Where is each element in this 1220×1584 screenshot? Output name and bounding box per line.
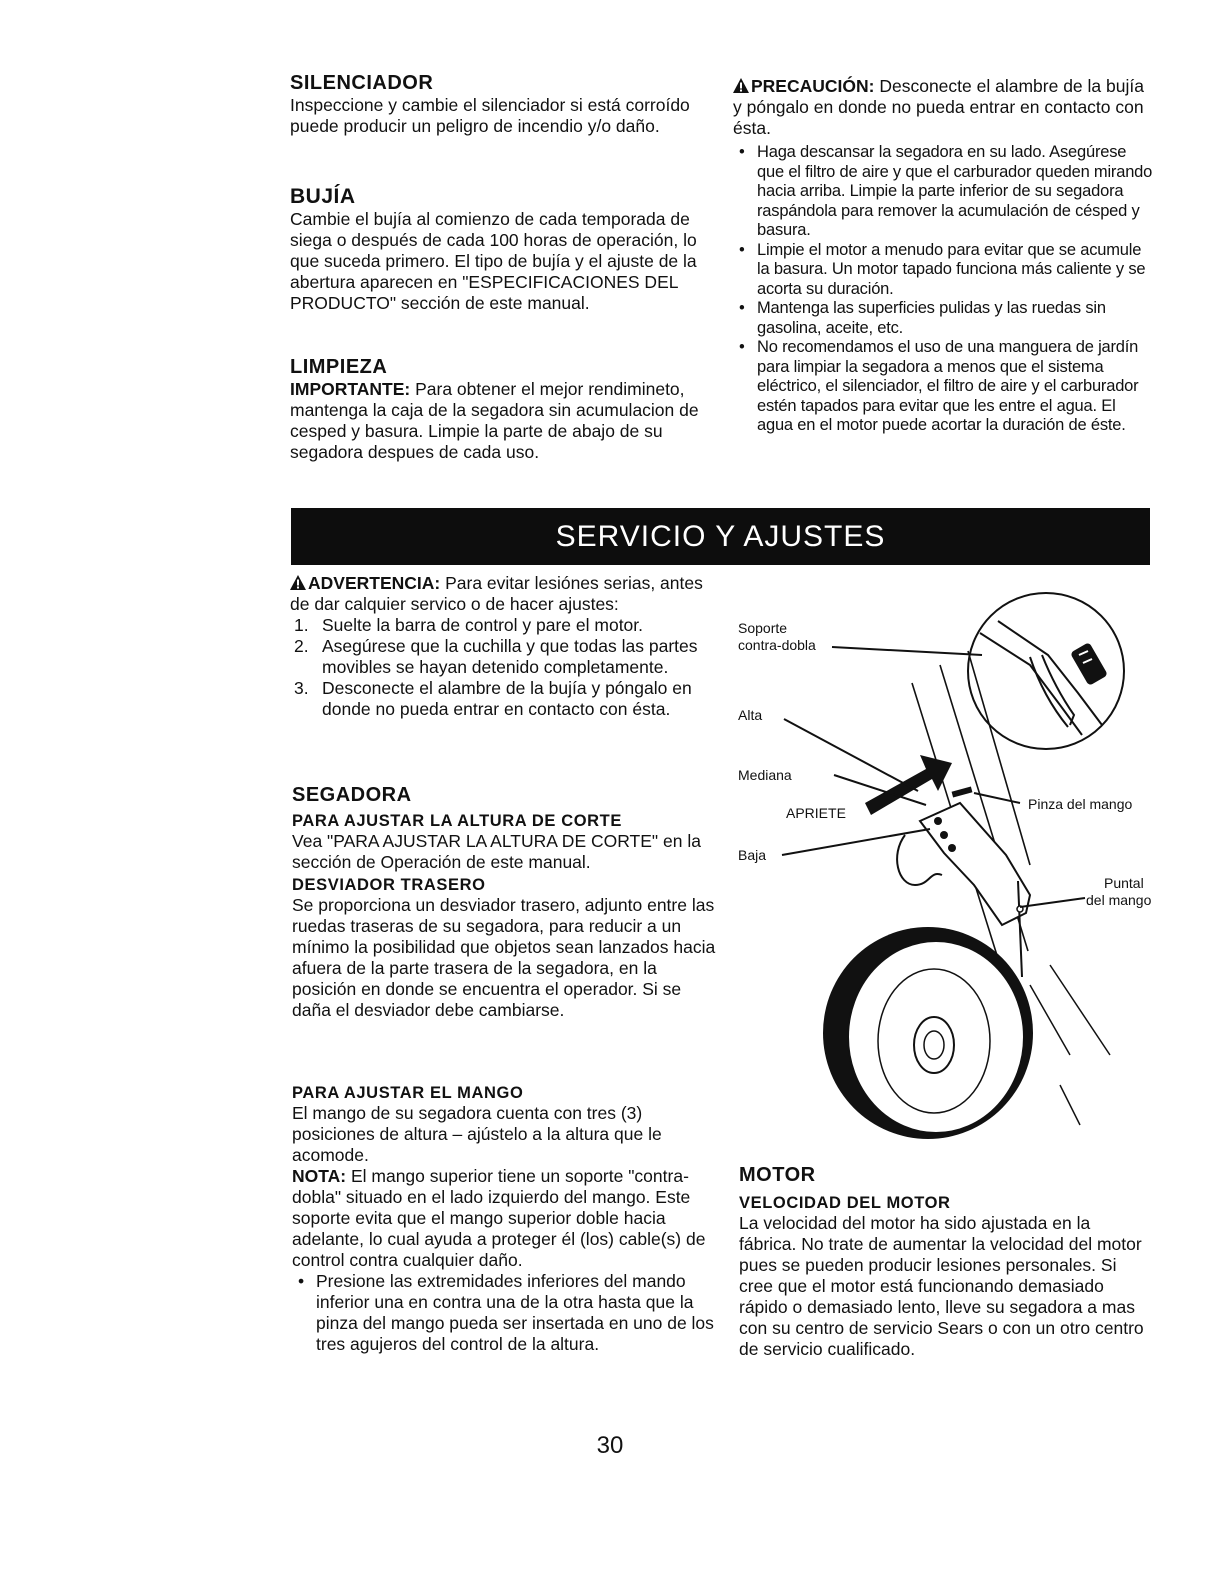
label-alta: Alta bbox=[738, 707, 763, 723]
warning-triangle-icon bbox=[733, 78, 749, 93]
section-banner bbox=[291, 508, 1150, 565]
page-number: 30 bbox=[596, 1432, 624, 1459]
desviador-body: Se proporciona un desviador trasero, adjunto entre las ruedas traseras de su segadora, para reducir a un mínimo la posibilidad que objetos sean lanzados hacia afuera de la parte trasera de la segadora, en la posición en donde se encuentra el operador. Si se daña el desviador debe cambiarse. bbox=[292, 895, 716, 1020]
limpieza-text: Para obtener el mejor rendimineto, mantenga la caja de la segadora sin acumulacion de cesped y basura. Limpie la parte de abajo de su segadora despues de cada uso. bbox=[290, 379, 699, 462]
precaucion-text: Desconecte el alambre de la bujía y póngalo en donde no pueda entrar en contacto con ésta. bbox=[733, 76, 1144, 138]
segadora-title: SEGADORA bbox=[292, 784, 412, 806]
limpieza-lead: IMPORTANTE: bbox=[290, 379, 411, 399]
precaucion-lead: PRECAUCIÓN: bbox=[751, 76, 875, 96]
safety-steps-list bbox=[290, 615, 715, 720]
motor-subtitle: VELOCIDAD DEL MOTOR bbox=[739, 1194, 951, 1212]
handle-pin bbox=[952, 787, 973, 798]
limpieza-title: LIMPIEZA bbox=[290, 356, 388, 378]
list-item bbox=[290, 636, 715, 678]
silenciador-title: SILENCIADOR bbox=[290, 72, 434, 94]
section-advertencia bbox=[290, 573, 715, 720]
desviador-title: DESVIADOR TRASERO bbox=[292, 876, 486, 894]
list-item: • Presione las extremidades inferiores del mando inferior una en contra una de la otra hasta que la pinza del mango pueda ser insertada en uno de los tres agujeros del control de la altura. bbox=[292, 1271, 717, 1355]
section-precaucion bbox=[733, 76, 1153, 436]
label-pinza: Pinza del mango bbox=[1028, 796, 1133, 812]
altura-body: Vea "PARA AJUSTAR LA ALTURA DE CORTE" en la sección de Operación de este manual. bbox=[292, 831, 701, 872]
list-item: • Haga descansar la segadora en su lado. Asegúrese que el filtro de aire y que el carburador queden mirando hacia arriba. Limpie la parte inferior de su segadora raspándola para remover la acumulación de césped y basura. bbox=[733, 143, 1153, 241]
list-item bbox=[290, 615, 715, 636]
section-bujia bbox=[290, 185, 715, 314]
mango-body: El mango de su segadora cuenta con tres (3) posiciones de altura – ajústelo a la altura que le acomode. bbox=[292, 1103, 662, 1165]
step-text: Suelte la barra de control y pare el motor. bbox=[322, 615, 644, 635]
nota bbox=[292, 1166, 717, 1271]
section-limpieza bbox=[290, 356, 708, 463]
list-item: • Limpie el motor a menudo para evitar que se acumule la basura. Un motor tapado funciona más caliente y se acorta su duración. bbox=[733, 241, 1153, 300]
advertencia-text: Para evitar lesiónes serias, antes de dar calquier servico o de hacer ajustes: bbox=[290, 573, 703, 614]
step-text: Desconecte el alambre de la bujía y póngalo en donde no pueda entrar en contacto con ésta. bbox=[322, 678, 692, 719]
mower-handle-diagram bbox=[730, 585, 1160, 1145]
label-contra-dobla: contra-dobla bbox=[738, 637, 816, 653]
silenciador-body: Inspeccione y cambie el silenciador si está corroído puede producir un peligro de incendio y/o daño. bbox=[290, 95, 690, 136]
precaucion-statement bbox=[733, 76, 1153, 139]
banner-title: SERVICIO Y AJUSTES bbox=[555, 519, 886, 553]
advertencia-statement bbox=[290, 573, 715, 615]
handle-adjust-figure bbox=[730, 585, 1160, 1145]
leader-soporte bbox=[832, 647, 982, 655]
step-number: 1. bbox=[294, 615, 309, 635]
section-motor bbox=[739, 1164, 1149, 1360]
section-mango bbox=[292, 1084, 717, 1355]
motor-body: La velocidad del motor ha sido ajustada en la fábrica. No trate de aumentar la velocidad del motor pues se pueden producir lesiones personales. Si cree que el motor está funcionando demasiado rápido o demasiado lento, lleve su segadora a mas con su centro de servicio Sears o con un otro centro de servicio cualificado. bbox=[739, 1213, 1144, 1359]
label-baja: Baja bbox=[738, 847, 767, 863]
cleaning-bullet-list bbox=[733, 143, 1153, 436]
step-number: 2. bbox=[294, 636, 309, 656]
label-puntal: Puntal bbox=[1104, 875, 1144, 891]
list-item bbox=[290, 678, 715, 720]
mango-bullet-list bbox=[292, 1271, 717, 1355]
label-apriete: APRIETE bbox=[786, 805, 846, 821]
nota-text: El mango superior tiene un soporte "contra-dobla" situado en el lado izquierdo del mango. Este soporte evita que el mango superior doble hacia adelante, lo cual ayuda a proteger él (los) cable(s) de control contra cualquier daño. bbox=[292, 1166, 706, 1270]
advertencia-lead: ADVERTENCIA: bbox=[308, 573, 441, 593]
nota-lead: NOTA: bbox=[292, 1166, 347, 1186]
bujia-title: BUJÍA bbox=[290, 185, 356, 208]
step-text: Asegúrese que la cuchilla y que todas las partes movibles se hayan detenido completamente. bbox=[322, 636, 698, 677]
mango-title: PARA AJUSTAR EL MANGO bbox=[292, 1084, 524, 1102]
label-mediana: Mediana bbox=[738, 767, 792, 783]
bujia-body: Cambie el bujía al comienzo de cada temporada de siega o después de cada 100 horas de operación, lo que suceda primero. El tipo de bujía y el ajuste de la abertura aparecen en "ESPECIFICACIONES DEL PRODUCTO" sección de este manual. bbox=[290, 209, 697, 313]
leader-baja bbox=[782, 829, 930, 855]
label-soporte: Soporte bbox=[738, 620, 788, 636]
step-number: 3. bbox=[294, 678, 309, 698]
section-silenciador bbox=[290, 72, 715, 137]
list-item: • Mantenga las superficies pulidas y las ruedas sin gasolina, aceite, etc. bbox=[733, 299, 1153, 338]
motor-title: MOTOR bbox=[739, 1164, 816, 1186]
warning-triangle-icon bbox=[290, 575, 306, 590]
limpieza-body bbox=[290, 379, 708, 463]
altura-title: PARA AJUSTAR LA ALTURA DE CORTE bbox=[292, 812, 622, 830]
list-item: • No recomendamos el uso de una manguera de jardín para limpiar la segadora a menos que el sistema eléctrico, el silenciador, el filtro de aire y el carburador estén tapados para evitar que les entre el agua. El agua en el motor puede acortar la duración de éste. bbox=[733, 338, 1153, 436]
section-segadora bbox=[292, 784, 717, 1021]
label-del-mango: del mango bbox=[1086, 892, 1152, 908]
